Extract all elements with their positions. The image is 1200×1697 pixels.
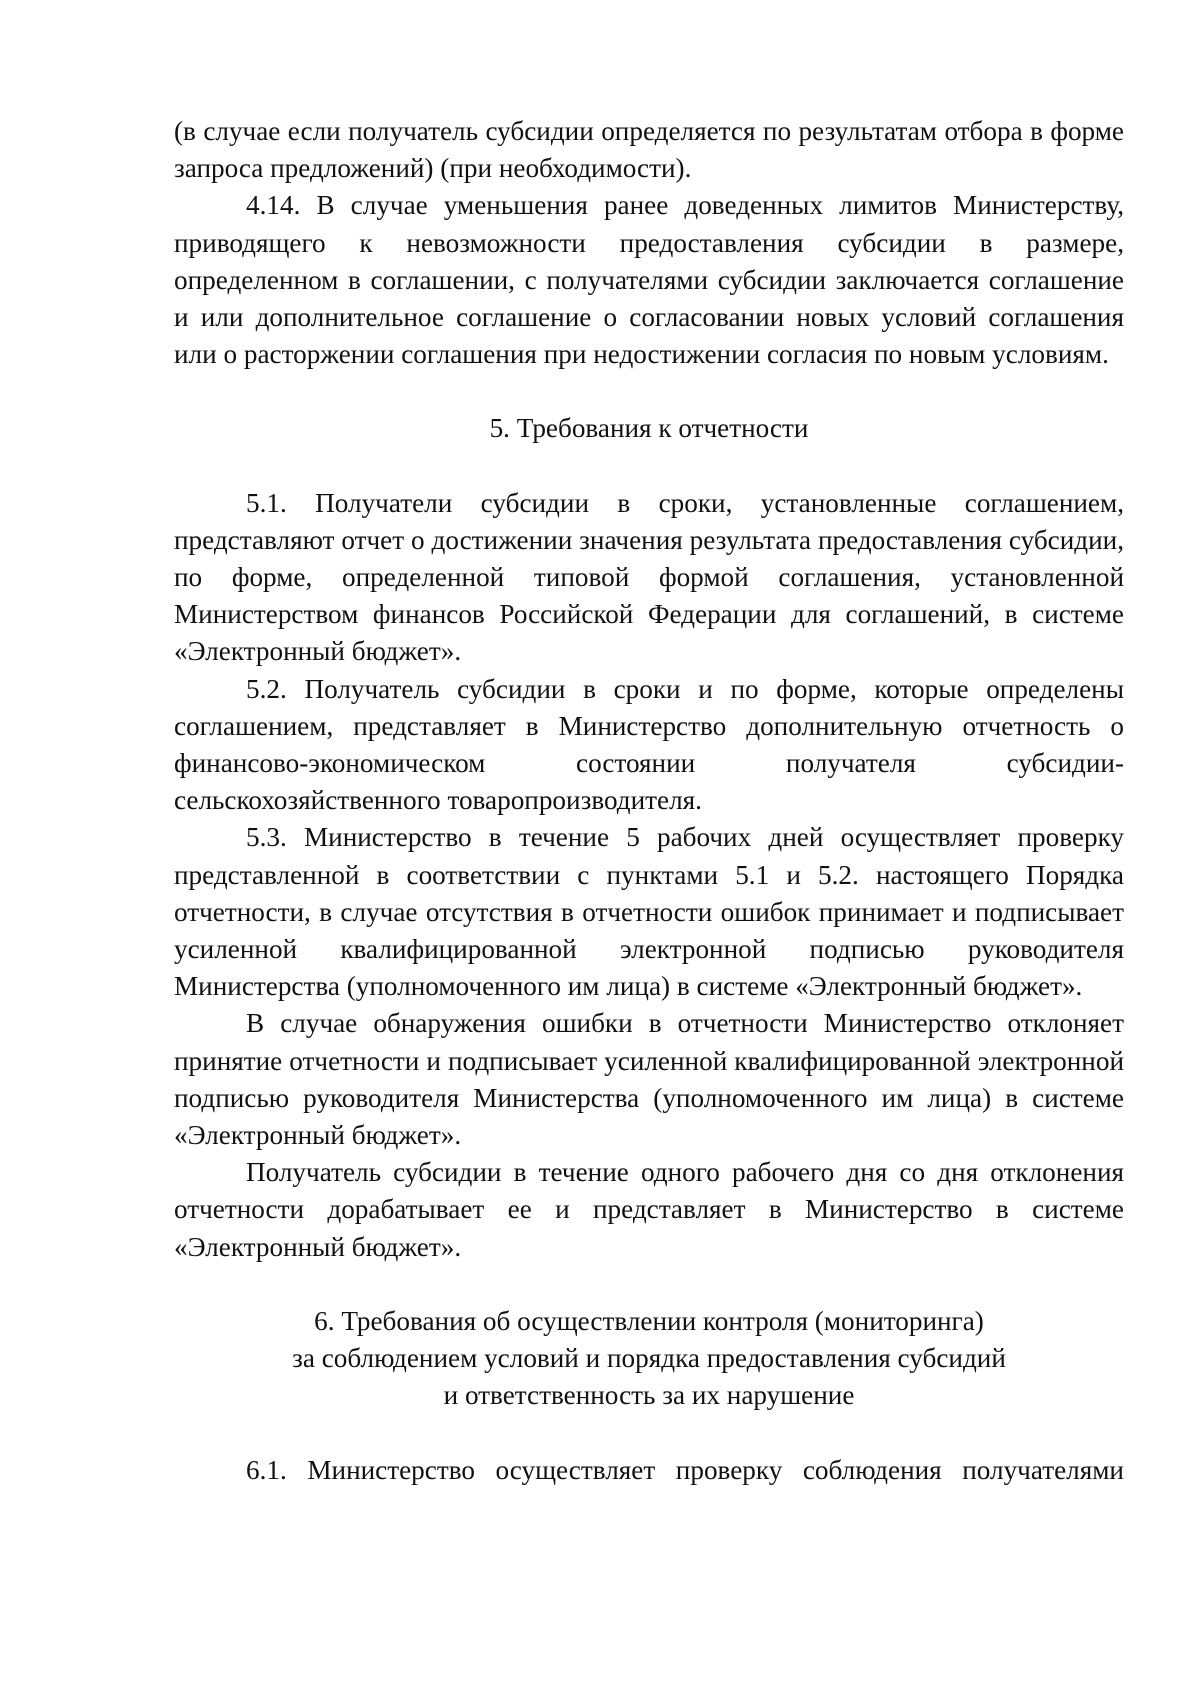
paragraph-6-1: 6.1. Министерство осуществляет проверку соблюдения получателями (246, 1454, 1124, 1485)
paragraph-5-2: 5.2. Получатель субсидии в сроки и по форме, которые определены соглашением, представляет в Министерство дополнительную отчетность о финансово-экономическом состоянии получателя субсидии-сельскохозяйственного товаропроизводителя. (174, 673, 1124, 816)
paragraph-5-1: 5.1. Получатели субсидии в сроки, установленные соглашением, представляют отчет о достижении значения результата предоставления субсидии, по форме, определенной типовой формой соглашения, установленной Министерством финансов Российской Федерации для соглашений, в системе «Электронный бюджет». (174, 487, 1124, 667)
paragraph-5-3: 5.3. Министерство в течение 5 рабочих дней осуществляет проверку представленной в соответствии с пунктами 5.1 и 5.2. настоящего Порядка отчетности, в случае отсутствия в отчетности ошибок принимает и подписывает усиленной квалифицированной электронной подписью руководителя Министерства (уполномоченного им лица) в системе «Электронный бюджет». (174, 822, 1124, 1002)
paragraph-4-14: 4.14. В случае уменьшения ранее доведенных лимитов Министерству, приводящего к невозможности предоставления субсидии в размере, определенном в соглашении, с получателями субсидии заключается соглашение и или дополнительное соглашение о согласовании новых условий соглашения или о расторжении соглашения при недостижении согласия по новым условиям. (174, 190, 1124, 370)
section-heading-6 (174, 1303, 1124, 1415)
section-heading-6-line-2: за соблюдением условий и порядка предоставления субсидий (292, 1343, 1006, 1374)
paragraph-intro: (в случае если получатель субсидии определяется по результатам отбора в форме запроса предложений) (при необходимости). (174, 116, 1124, 184)
section-heading-5: 5. Требования к отчетности (489, 413, 809, 444)
section-heading-6-line-1: 6. Требования об осуществлении контроля (мониторинга) (314, 1305, 984, 1336)
section-heading-6-line-3: и ответственность за их нарушение (443, 1380, 855, 1411)
paragraph-recipient-rework: Получатель субсидии в течение одного рабочего дня со дня отклонения отчетности дорабатывает ее и представляет в Министерство в системе «Электронный бюджет». (174, 1157, 1124, 1262)
paragraph-error-handling: В случае обнаружения ошибки в отчетности Министерство отклоняет принятие отчетности и подписывает усиленной квалифицированной электронной подписью руководителя Министерства (уполномоченного им лица) в системе «Электронный бюджет». (174, 1008, 1124, 1151)
document-page (174, 113, 1124, 1489)
